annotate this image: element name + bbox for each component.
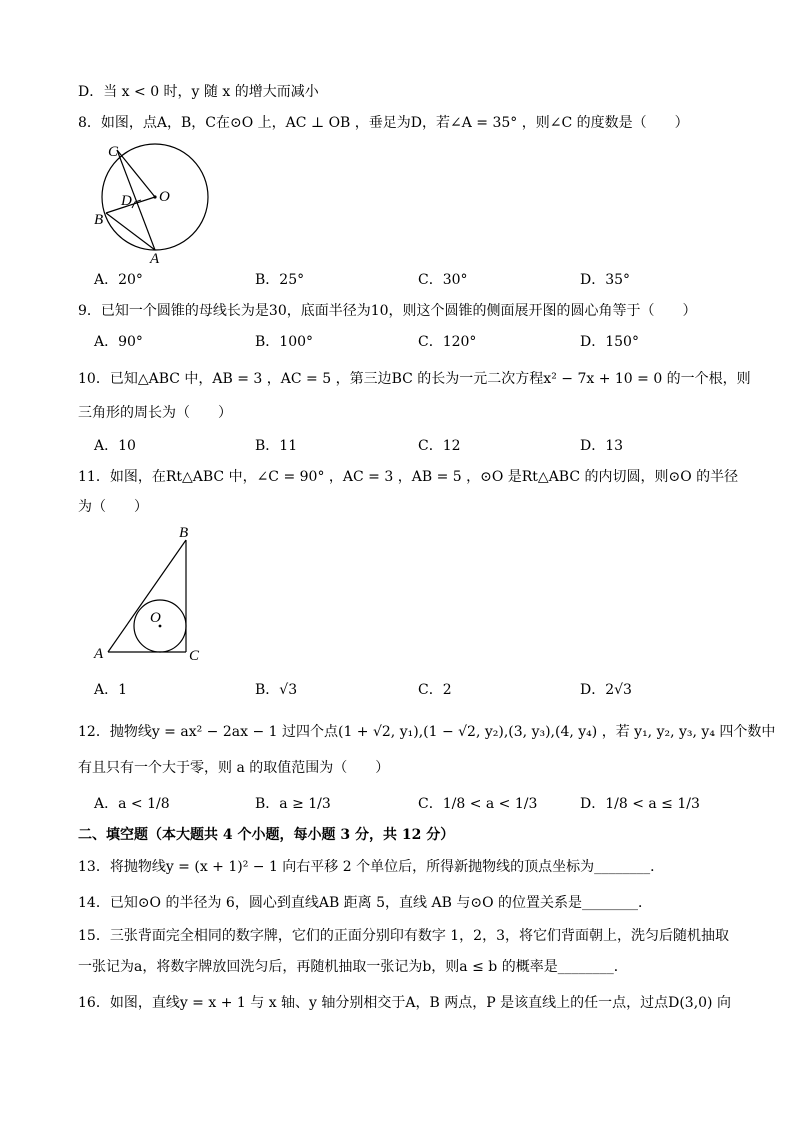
section-2-heading: 二、填空题（本大题共 4 个小题，每小题 3 分，共 12 分） [78, 827, 455, 843]
question-10-line-2: 三角形的周长为（ ） [78, 405, 232, 421]
q11-option-c: C．2 [418, 682, 452, 698]
q8-option-a: A．20° [94, 272, 143, 288]
fig8-label-a: A [150, 251, 160, 265]
q8-option-d: D．35° [580, 272, 631, 288]
q10-option-b: B．11 [255, 438, 298, 454]
question-15-line-1: 15．三张背面完全相同的数字牌，它们的正面分别印有数字 1，2，3，将它们背面朝上，洗匀后随机抽取 [78, 928, 729, 944]
question-11-line-2: 为（ ） [78, 499, 148, 515]
q8-circle-figure [88, 140, 218, 265]
q11-triangle-figure [90, 522, 215, 667]
q12-option-c: C．1/8 < a < 1/3 [418, 796, 538, 812]
question-10-line-1: 10．已知△ABC 中，AB = 3 ，AC = 5 ，第三边BC 的长为一元二次方程x² − 7x + 10 = 0 的一个根，则 [78, 371, 751, 387]
q10-option-c: C．12 [418, 438, 461, 454]
q12-option-a: A．a < 1/8 [94, 796, 170, 812]
q10-option-d: D．13 [580, 438, 624, 454]
fig8-label-c: C [108, 144, 119, 160]
q10-option-a: A．10 [94, 438, 136, 454]
fig11-label-a: A [94, 646, 104, 662]
question-12-line-1: 12．抛物线y = ax² − 2ax − 1 过四个点(1 + √2, y₁),(1 − √2, y₂),(3, y₃),(4, y₄) ，若 y₁, y₂, y₃, y₄ 四个数中 [78, 724, 776, 740]
question-14: 14．已知⊙O 的半径为 6，圆心到直线AB 距离 5，直线 AB 与⊙O 的位置关系是________． [78, 895, 652, 911]
q11-option-b: B．√3 [255, 682, 298, 698]
q9-option-a: A．90° [94, 334, 143, 350]
q8-option-c: C．30° [418, 272, 468, 288]
fig11-label-c: C [189, 648, 200, 664]
q9-option-b: B．100° [255, 334, 314, 350]
question-11-line-1: 11．如图，在Rt△ABC 中，∠C = 90° ，AC = 3 ，AB = 5 ，⊙O 是Rt△ABC 的内切圆，则⊙O 的半径 [78, 469, 739, 485]
question-8: 8．如图，点A，B，C在⊙O 上，AC ⊥ OB ，垂足为D，若∠A = 35° ，则∠C 的度数是（ ） [78, 115, 689, 131]
q11-option-d: D．2√3 [580, 682, 632, 698]
question-12-line-2: 有且只有一个大于零，则 a 的取值范围为（ ） [78, 760, 390, 776]
q9-option-d: D．150° [580, 334, 639, 350]
question-13: 13．将抛物线y = (x + 1)² − 1 向右平移 2 个单位后，所得新抛物线的顶点坐标为________． [78, 859, 665, 875]
fig11-label-b: B [179, 525, 189, 541]
question-16: 16．如图，直线y = x + 1 与 x 轴、y 轴分别相交于A，B 两点，P 是该直线上的任一点，过点D(3,0) 向 [78, 995, 731, 1011]
fig8-label-b: B [94, 212, 104, 228]
q8-option-b: B．25° [255, 272, 305, 288]
q7-option-d: D．当 x < 0 时，y 随 x 的增大而减小 [78, 84, 319, 100]
fig11-label-o: O [150, 610, 161, 626]
q12-option-d: D．1/8 < a ≤ 1/3 [580, 796, 700, 812]
question-15-line-2: 一张记为a，将数字牌放回洗匀后，再随机抽取一张记为b，则a ≤ b 的概率是________． [78, 959, 628, 975]
fig8-label-d: D [121, 193, 132, 209]
fig8-label-o: O [159, 189, 170, 205]
q12-option-b: B．a ≥ 1/3 [255, 796, 331, 812]
question-9: 9．已知一个圆锥的母线长为是30，底面半径为10，则这个圆锥的侧面展开图的圆心角等于（ ） [78, 303, 697, 319]
q9-option-c: C．120° [418, 334, 477, 350]
q11-option-a: A．1 [94, 682, 128, 698]
